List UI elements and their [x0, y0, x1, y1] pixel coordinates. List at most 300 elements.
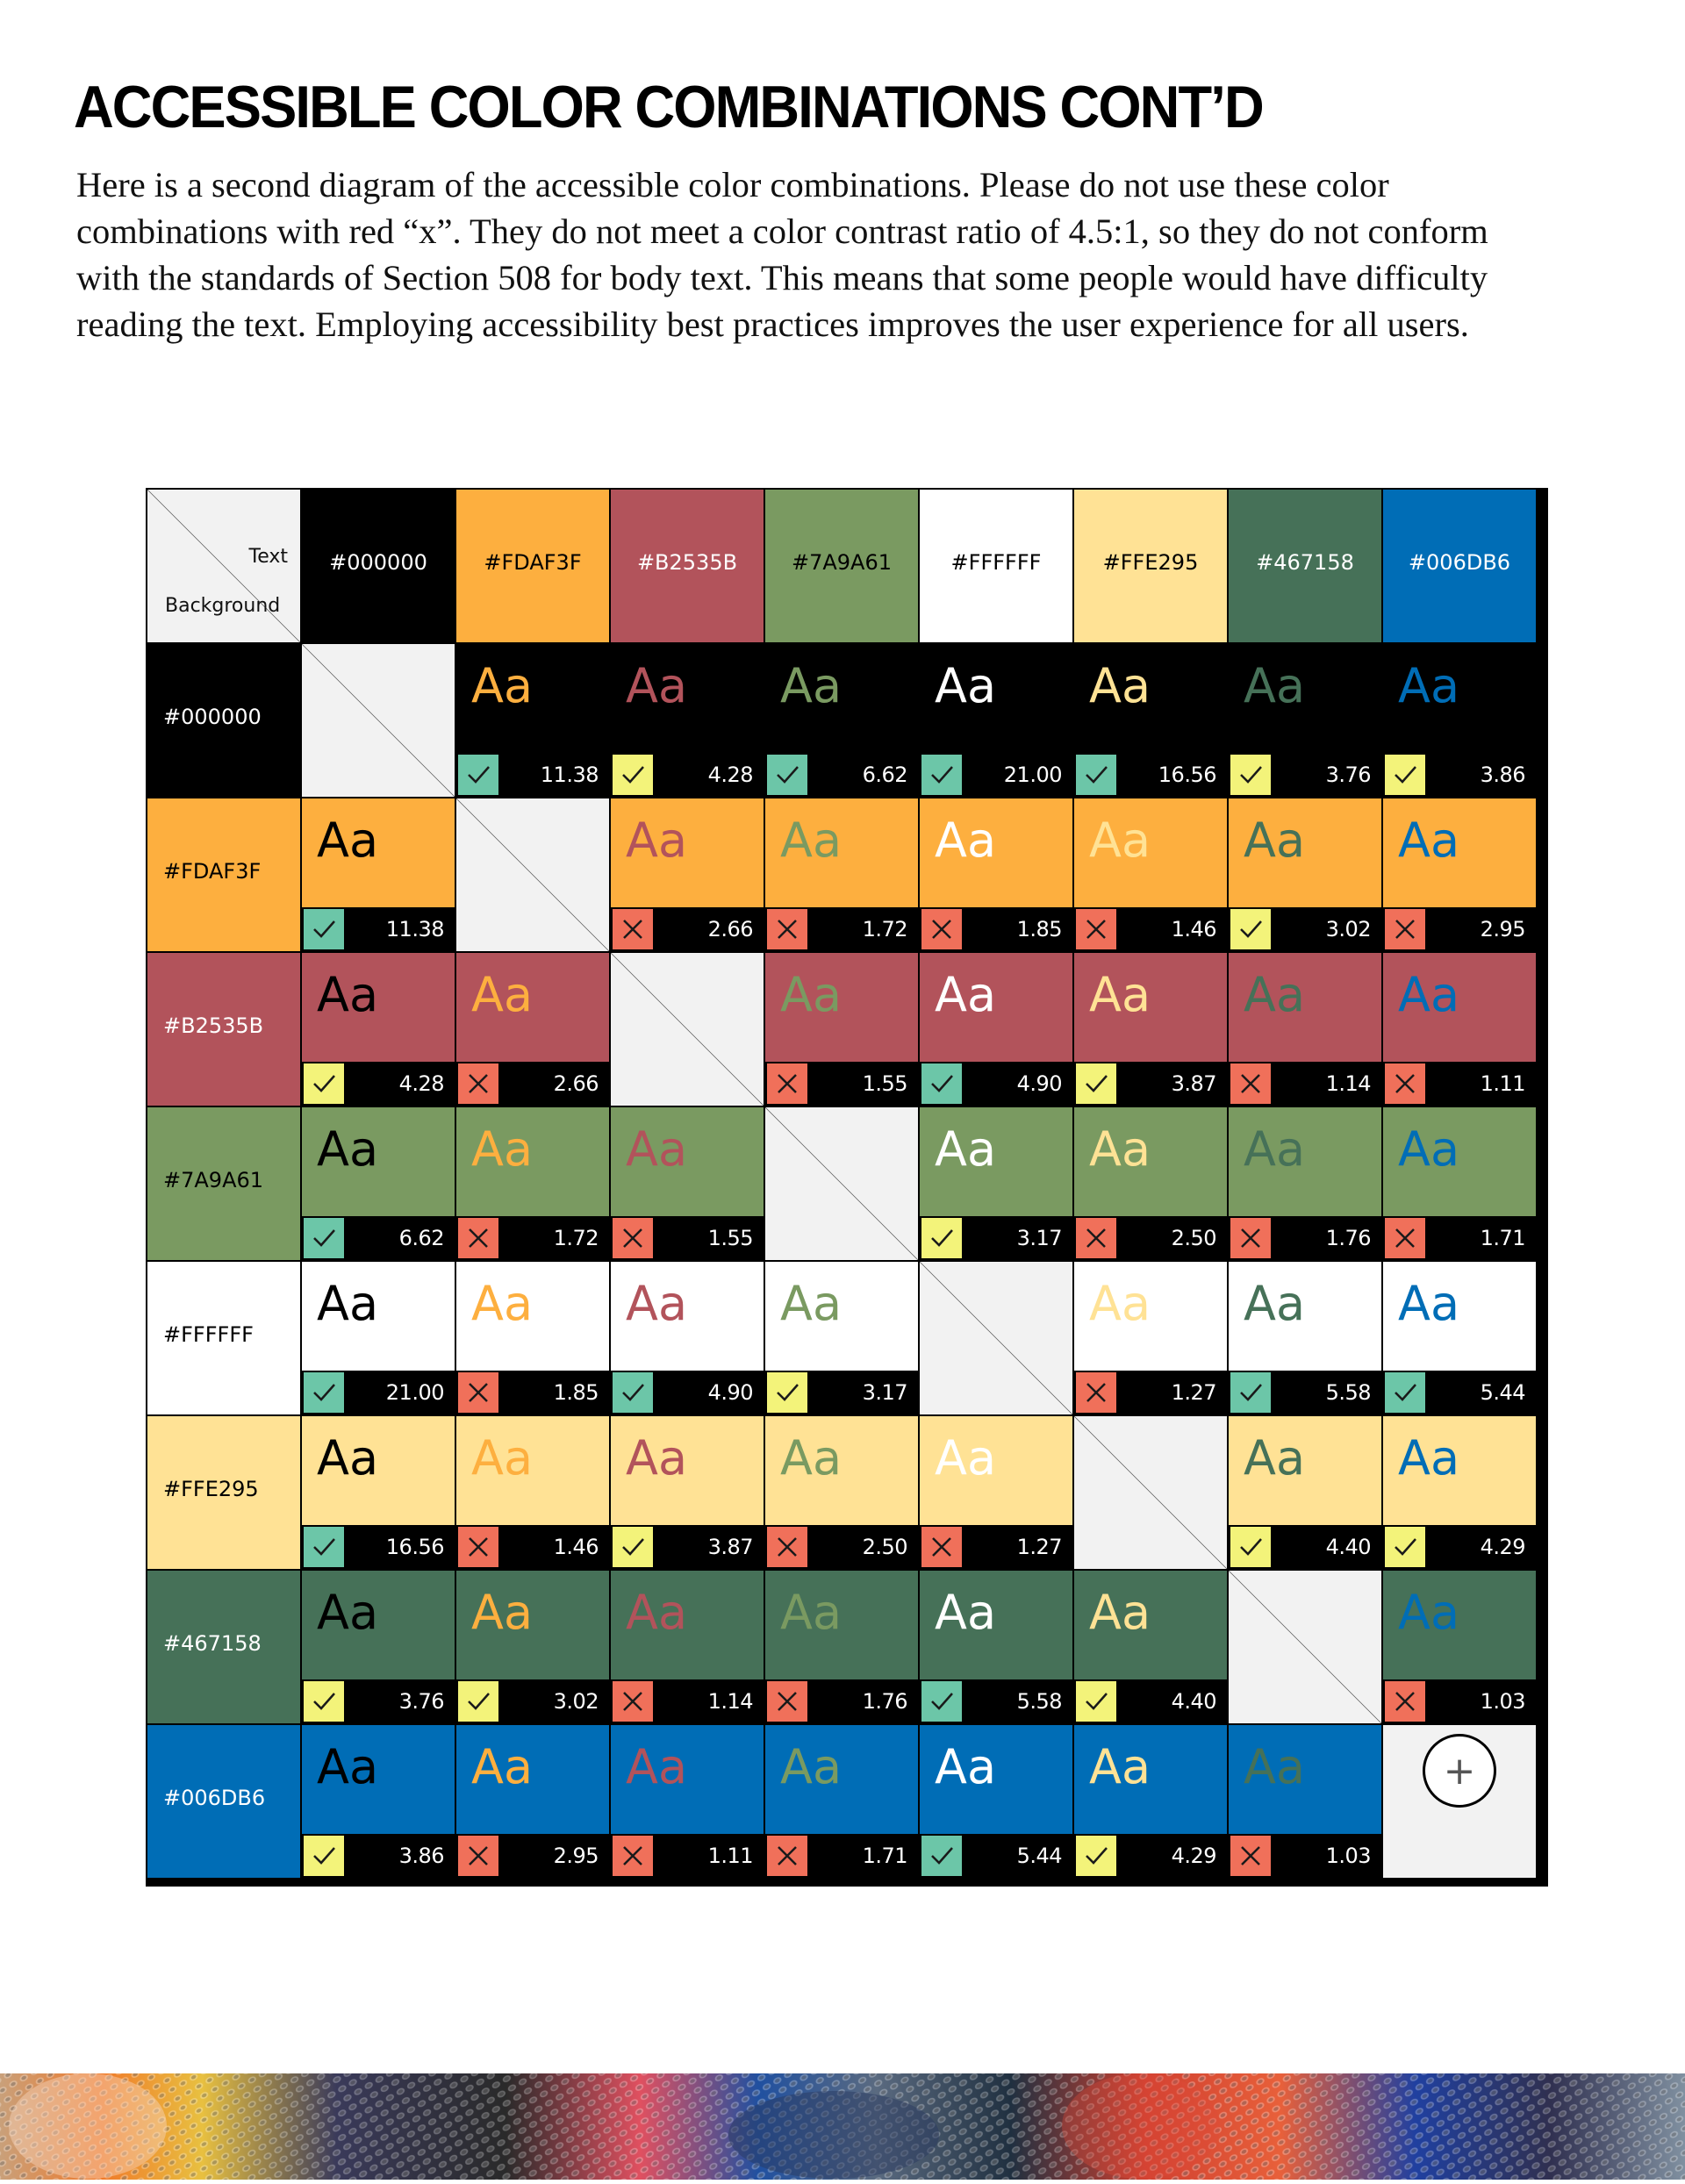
sample-text: Aa: [780, 813, 842, 868]
column-header-fdaf3f: [456, 490, 609, 642]
contrast-ratio-bar: [302, 1216, 455, 1260]
contrast-ratio-bar: [456, 1525, 609, 1569]
pass-check-icon: [767, 1372, 807, 1413]
contrast-ratio-value: 2.50: [862, 1535, 907, 1559]
row-header-ffe295: [147, 1416, 300, 1569]
fail-x-icon: [1385, 1063, 1425, 1104]
pass-check-icon: [304, 1836, 344, 1876]
pass-check-icon: [304, 1372, 344, 1413]
contrast-cell: [1074, 644, 1227, 797]
sample-text: Aa: [317, 1276, 379, 1331]
pass-check-icon: [304, 1218, 344, 1258]
pass-check-icon: [304, 1681, 344, 1722]
add-button[interactable]: [1423, 1734, 1496, 1808]
fail-x-icon: [458, 1836, 498, 1876]
contrast-ratio-bar: [920, 1062, 1072, 1106]
pass-check-icon: [1385, 755, 1425, 795]
contrast-ratio-bar: [920, 1834, 1072, 1878]
contrast-ratio-value: 3.86: [1480, 763, 1525, 787]
fail-x-icon: [1230, 1063, 1271, 1104]
contrast-ratio-bar: [1383, 1062, 1536, 1106]
contrast-cell: [765, 644, 918, 797]
pass-check-icon: [304, 1527, 344, 1567]
contrast-ratio-bar: [1074, 753, 1227, 797]
pass-check-icon: [921, 1063, 962, 1104]
sample-text: Aa: [317, 1430, 379, 1486]
sample-text: Aa: [1244, 1276, 1306, 1331]
sample-text: Aa: [1089, 1739, 1151, 1794]
contrast-ratio-value: 4.40: [1325, 1535, 1371, 1559]
sample-text: Aa: [1089, 813, 1151, 868]
contrast-ratio-value: 5.58: [1325, 1380, 1371, 1405]
diagonal-line: [1074, 1416, 1227, 1569]
contrast-ratio-value: 11.38: [540, 763, 599, 787]
sample-text: Aa: [626, 1585, 688, 1640]
contrast-ratio-bar: [765, 753, 918, 797]
sample-text: Aa: [626, 1276, 688, 1331]
row-header-000000: [147, 644, 300, 797]
contrast-cell: [1383, 1571, 1536, 1723]
contrast-ratio-value: 16.56: [1158, 763, 1216, 787]
contrast-ratio-value: 16.56: [385, 1535, 444, 1559]
sample-text: Aa: [1398, 813, 1460, 868]
contrast-cell: [302, 1725, 455, 1878]
sample-text: Aa: [471, 1430, 534, 1486]
contrast-cell: [1229, 1725, 1381, 1878]
contrast-ratio-bar: [765, 1679, 918, 1723]
sample-text: Aa: [1244, 1739, 1306, 1794]
sample-text: Aa: [317, 813, 379, 868]
fail-x-icon: [767, 1063, 807, 1104]
fail-x-icon: [613, 909, 653, 949]
sample-text: Aa: [935, 658, 997, 713]
empty-diagonal-cell: [611, 953, 764, 1106]
column-header-label: #FFE295: [1102, 549, 1199, 575]
contrast-ratio-bar: [1383, 1525, 1536, 1569]
sample-text: Aa: [1398, 1276, 1460, 1331]
contrast-ratio-value: 1.14: [1325, 1071, 1371, 1096]
column-header-006db6: [1383, 490, 1536, 642]
contrast-ratio-bar: [611, 907, 764, 951]
row-header-fdaf3f: [147, 798, 300, 951]
fail-x-icon: [613, 1218, 653, 1258]
contrast-ratio-value: 5.58: [1016, 1689, 1062, 1714]
contrast-cell: [765, 1416, 918, 1569]
contrast-ratio-value: 1.46: [553, 1535, 599, 1559]
contrast-ratio-bar: [765, 1371, 918, 1414]
contrast-ratio-bar: [456, 1679, 609, 1723]
contrast-ratio-value: 2.95: [1480, 917, 1525, 942]
contrast-ratio-bar: [611, 1216, 764, 1260]
diagonal-line: [765, 1107, 918, 1260]
contrast-cell: [302, 1416, 455, 1569]
sample-text: Aa: [1398, 1585, 1460, 1640]
sample-text: Aa: [626, 813, 688, 868]
fail-x-icon: [767, 1681, 807, 1722]
pass-check-icon: [921, 1836, 962, 1876]
contrast-ratio-value: 1.46: [1171, 917, 1216, 942]
contrast-cell: [302, 1262, 455, 1414]
contrast-cell: [1229, 1262, 1381, 1414]
sample-text: Aa: [935, 1585, 997, 1640]
pass-check-icon: [1385, 1372, 1425, 1413]
sample-text: Aa: [935, 1739, 997, 1794]
contrast-ratio-value: 1.72: [862, 917, 907, 942]
contrast-ratio-bar: [302, 1525, 455, 1569]
contrast-cell: [1074, 953, 1227, 1106]
pass-check-icon: [1230, 1527, 1271, 1567]
contrast-ratio-bar: [1229, 753, 1381, 797]
contrast-cell: [765, 798, 918, 951]
row-header-label: #467158: [163, 1630, 262, 1656]
contrast-ratio-value: 1.27: [1171, 1380, 1216, 1405]
empty-diagonal-cell: [456, 798, 609, 951]
diagonal-line: [920, 1262, 1072, 1414]
column-header-ffe295: [1074, 490, 1227, 642]
fail-x-icon: [613, 1681, 653, 1722]
fail-x-icon: [767, 1836, 807, 1876]
contrast-ratio-value: 1.72: [553, 1226, 599, 1250]
contrast-ratio-bar: [765, 907, 918, 951]
contrast-ratio-bar: [611, 1834, 764, 1878]
contrast-ratio-value: 1.11: [1480, 1071, 1525, 1096]
contrast-ratio-bar: [456, 1371, 609, 1414]
contrast-cell: [611, 644, 764, 797]
diagonal-line: [456, 798, 609, 951]
contrast-cell: [456, 644, 609, 797]
contrast-ratio-bar: [302, 1834, 455, 1878]
intro-paragraph: Here is a second diagram of the accessible color combinations. Please do not use these color combinations with red “x”. They do not meet a color contrast ratio of 4.5:1, so they do not conform with the standards of Section 508 for body text. This means that some people would have difficulty reading the text. Employing accessibility best practices improves the user experience for all users.: [76, 165, 1488, 344]
contrast-cell: [1074, 1571, 1227, 1723]
contrast-ratio-value: 3.17: [862, 1380, 907, 1405]
sample-text: Aa: [1089, 1276, 1151, 1331]
row-header-006db6: [147, 1725, 300, 1878]
row-header-ffffff: [147, 1262, 300, 1414]
pass-check-icon: [304, 909, 344, 949]
sample-text: Aa: [626, 1430, 688, 1486]
column-header-label: #B2535B: [636, 549, 738, 575]
contrast-cell: [765, 1725, 918, 1878]
contrast-ratio-bar: [302, 1062, 455, 1106]
contrast-ratio-value: 1.85: [1016, 917, 1062, 942]
contrast-ratio-bar: [1229, 1216, 1381, 1260]
fail-x-icon: [767, 909, 807, 949]
contrast-cell: [1074, 798, 1227, 951]
contrast-cell: [302, 953, 455, 1106]
contrast-cell: [456, 1571, 609, 1723]
contrast-ratio-value: 3.86: [398, 1844, 444, 1868]
contrast-cell: [920, 1107, 1072, 1260]
contrast-cell: [1229, 644, 1381, 797]
contrast-ratio-bar: [1229, 1062, 1381, 1106]
contrast-ratio-bar: [456, 753, 609, 797]
contrast-ratio-bar: [1074, 1679, 1227, 1723]
pass-check-icon: [613, 755, 653, 795]
fail-x-icon: [458, 1218, 498, 1258]
contrast-cell: [302, 798, 455, 951]
contrast-ratio-value: 1.14: [707, 1689, 753, 1714]
sample-text: Aa: [1089, 658, 1151, 713]
contrast-ratio-value: 4.28: [398, 1071, 444, 1096]
contrast-ratio-value: 4.29: [1171, 1844, 1216, 1868]
contrast-cell: [1074, 1262, 1227, 1414]
sample-text: Aa: [935, 1121, 997, 1177]
contrast-ratio-bar: [1074, 1216, 1227, 1260]
contrast-ratio-bar: [611, 1679, 764, 1723]
contrast-ratio-bar: [920, 907, 1072, 951]
contrast-cell: [1074, 1725, 1227, 1878]
contrast-ratio-value: 3.76: [398, 1689, 444, 1714]
row-header-b2535b: [147, 953, 300, 1106]
contrast-cell: [1383, 1262, 1536, 1414]
contrast-ratio-value: 6.62: [862, 763, 907, 787]
contrast-ratio-value: 4.90: [707, 1380, 753, 1405]
contrast-ratio-value: 2.50: [1171, 1226, 1216, 1250]
empty-diagonal-cell: [1229, 1571, 1381, 1723]
contrast-ratio-bar: [1229, 1834, 1381, 1878]
pass-check-icon: [1230, 1372, 1271, 1413]
contrast-ratio-bar: [1383, 1216, 1536, 1260]
fail-x-icon: [613, 1836, 653, 1876]
contrast-ratio-bar: [302, 1679, 455, 1723]
pass-check-icon: [613, 1527, 653, 1567]
fail-x-icon: [1385, 1218, 1425, 1258]
sample-text: Aa: [935, 813, 997, 868]
contrast-cell: [302, 1571, 455, 1723]
column-header-label: #FDAF3F: [484, 549, 582, 575]
sample-text: Aa: [780, 1276, 842, 1331]
contrast-ratio-bar: [765, 1062, 918, 1106]
contrast-cell: [920, 644, 1072, 797]
contrast-ratio-bar: [302, 1371, 455, 1414]
contrast-ratio-bar: [1229, 1525, 1381, 1569]
contrast-ratio-bar: [920, 1216, 1072, 1260]
beaded-textile-photo: [0, 2073, 1685, 2180]
contrast-ratio-bar: [1383, 1679, 1536, 1723]
sample-text: Aa: [1244, 1121, 1306, 1177]
contrast-ratio-bar: [1229, 1371, 1381, 1414]
contrast-ratio-value: 5.44: [1016, 1844, 1062, 1868]
contrast-cell: [1383, 644, 1536, 797]
footer-decorative-photo: [0, 2073, 1685, 2180]
contrast-ratio-bar: [456, 1216, 609, 1260]
column-header-000000: [302, 490, 455, 642]
fail-x-icon: [1076, 1218, 1116, 1258]
contrast-ratio-value: 11.38: [385, 917, 444, 942]
fail-x-icon: [1076, 909, 1116, 949]
contrast-cell: [1383, 953, 1536, 1106]
sample-text: Aa: [317, 967, 379, 1022]
sample-text: Aa: [1089, 1121, 1151, 1177]
contrast-ratio-bar: [302, 907, 455, 951]
contrast-ratio-value: 3.87: [1171, 1071, 1216, 1096]
sample-text: Aa: [471, 1585, 534, 1640]
fail-x-icon: [767, 1527, 807, 1567]
contrast-ratio-value: 3.17: [1016, 1226, 1062, 1250]
row-header-label: #FFFFFF: [163, 1321, 254, 1347]
sample-text: Aa: [626, 1121, 688, 1177]
contrast-cell: [456, 953, 609, 1106]
sample-text: Aa: [1244, 658, 1306, 713]
contrast-ratio-bar: [765, 1834, 918, 1878]
plus-icon: +: [1443, 1748, 1476, 1794]
contrast-cell: [765, 953, 918, 1106]
contrast-ratio-value: 3.02: [553, 1689, 599, 1714]
contrast-ratio-value: 4.29: [1480, 1535, 1525, 1559]
sample-text: Aa: [471, 967, 534, 1022]
sample-text: Aa: [1244, 1430, 1306, 1486]
contrast-cell: [920, 1725, 1072, 1878]
row-header-label: #B2535B: [163, 1013, 264, 1038]
sample-text: Aa: [780, 1739, 842, 1794]
contrast-ratio-bar: [765, 1525, 918, 1569]
row-header-label: #FFE295: [163, 1476, 259, 1501]
contrast-ratio-value: 6.62: [398, 1226, 444, 1250]
pass-check-icon: [1076, 1063, 1116, 1104]
contrast-ratio-bar: [611, 1371, 764, 1414]
sample-text: Aa: [780, 1585, 842, 1640]
contrast-ratio-value: 1.27: [1016, 1535, 1062, 1559]
pass-check-icon: [1076, 1681, 1116, 1722]
contrast-ratio-value: 3.76: [1325, 763, 1371, 787]
contrast-cell: [920, 1416, 1072, 1569]
contrast-cell: [765, 1571, 918, 1723]
contrast-ratio-value: 1.55: [862, 1071, 907, 1096]
sample-text: Aa: [471, 1276, 534, 1331]
empty-diagonal-cell: [765, 1107, 918, 1260]
pass-check-icon: [458, 755, 498, 795]
pass-check-icon: [1230, 909, 1271, 949]
column-header-ffffff: [920, 490, 1072, 642]
contrast-ratio-value: 1.11: [707, 1844, 753, 1868]
contrast-cell: [1383, 798, 1536, 951]
contrast-cell: [456, 1107, 609, 1260]
sample-text: Aa: [317, 1739, 379, 1794]
fail-x-icon: [1230, 1836, 1271, 1876]
contrast-ratio-value: 4.28: [707, 763, 753, 787]
pass-check-icon: [1076, 1836, 1116, 1876]
contrast-ratio-value: 1.55: [707, 1226, 753, 1250]
contrast-ratio-value: 5.44: [1480, 1380, 1525, 1405]
contrast-ratio-value: 1.76: [862, 1689, 907, 1714]
contrast-ratio-bar: [1383, 907, 1536, 951]
sample-text: Aa: [1244, 967, 1306, 1022]
fail-x-icon: [458, 1063, 498, 1104]
column-header-label: #FFFFFF: [950, 549, 1042, 575]
page-title: ACCESSIBLE COLOR COMBINATIONS CONT’D: [74, 74, 1263, 140]
row-header-label: #FDAF3F: [163, 858, 262, 884]
contrast-ratio-value: 1.03: [1325, 1844, 1371, 1868]
fail-x-icon: [1076, 1372, 1116, 1413]
sample-text: Aa: [317, 1585, 379, 1640]
empty-diagonal-cell: [1383, 1725, 1536, 1878]
sample-text: Aa: [626, 1739, 688, 1794]
contrast-cell: [302, 1107, 455, 1260]
sample-text: Aa: [471, 658, 534, 713]
pass-check-icon: [921, 1681, 962, 1722]
row-header-label: #7A9A61: [163, 1167, 264, 1192]
contrast-ratio-value: 4.90: [1016, 1071, 1062, 1096]
contrast-ratio-bar: [456, 1834, 609, 1878]
fail-x-icon: [921, 1527, 962, 1567]
diagonal-line: [302, 644, 455, 797]
pass-check-icon: [1230, 755, 1271, 795]
fail-x-icon: [1230, 1218, 1271, 1258]
contrast-ratio-bar: [611, 753, 764, 797]
contrast-cell: [1229, 798, 1381, 951]
contrast-ratio-bar: [456, 1062, 609, 1106]
pass-check-icon: [458, 1681, 498, 1722]
contrast-ratio-value: 3.87: [707, 1535, 753, 1559]
sample-text: Aa: [780, 658, 842, 713]
contrast-cell: [1383, 1107, 1536, 1260]
contrast-cell: [1383, 1416, 1536, 1569]
pass-check-icon: [1385, 1527, 1425, 1567]
column-header-7a9a61: [765, 490, 918, 642]
column-header-label: #7A9A61: [791, 549, 893, 575]
contrast-cell: [611, 1262, 764, 1414]
contrast-ratio-value: 2.95: [553, 1844, 599, 1868]
contrast-cell: [920, 953, 1072, 1106]
sample-text: Aa: [1398, 1121, 1460, 1177]
row-header-label: #000000: [163, 704, 262, 729]
contrast-cell: [611, 1725, 764, 1878]
contrast-ratio-value: 1.76: [1325, 1226, 1371, 1250]
diagonal-line: [1229, 1571, 1381, 1723]
contrast-ratio-value: 1.85: [553, 1380, 599, 1405]
column-header-467158: [1229, 490, 1381, 642]
sample-text: Aa: [471, 1739, 534, 1794]
sample-text: Aa: [1244, 813, 1306, 868]
contrast-cell: [611, 1416, 764, 1569]
corner-cell: [147, 490, 300, 642]
sample-text: Aa: [317, 1121, 379, 1177]
empty-diagonal-cell: [302, 644, 455, 797]
sample-text: Aa: [935, 967, 997, 1022]
fail-x-icon: [458, 1527, 498, 1567]
sample-text: Aa: [626, 658, 688, 713]
sample-text: Aa: [780, 967, 842, 1022]
empty-diagonal-cell: [1074, 1416, 1227, 1569]
column-header-label: #006DB6: [1408, 549, 1511, 575]
contrast-ratio-value: 1.71: [1480, 1226, 1525, 1250]
sample-text: Aa: [935, 1430, 997, 1486]
column-header-label: #467158: [1256, 549, 1354, 575]
contrast-ratio-bar: [920, 753, 1072, 797]
contrast-cell: [611, 798, 764, 951]
contrast-ratio-value: 21.00: [1003, 763, 1062, 787]
fail-x-icon: [458, 1372, 498, 1413]
sample-text: Aa: [471, 1121, 534, 1177]
contrast-ratio-bar: [1074, 1371, 1227, 1414]
fail-x-icon: [1385, 1681, 1425, 1722]
contrast-cell: [456, 1262, 609, 1414]
row-header-467158: [147, 1571, 300, 1723]
color-contrast-matrix: [146, 488, 1548, 1887]
column-header-label: #000000: [329, 549, 427, 575]
contrast-ratio-bar: [611, 1525, 764, 1569]
fail-x-icon: [1385, 909, 1425, 949]
contrast-cell: [456, 1416, 609, 1569]
row-header-7a9a61: [147, 1107, 300, 1260]
contrast-ratio-value: 1.71: [862, 1844, 907, 1868]
contrast-ratio-bar: [1074, 1062, 1227, 1106]
sample-text: Aa: [780, 1430, 842, 1486]
pass-check-icon: [921, 1218, 962, 1258]
contrast-cell: [765, 1262, 918, 1414]
contrast-ratio-bar: [1383, 753, 1536, 797]
column-header-b2535b: [611, 490, 764, 642]
